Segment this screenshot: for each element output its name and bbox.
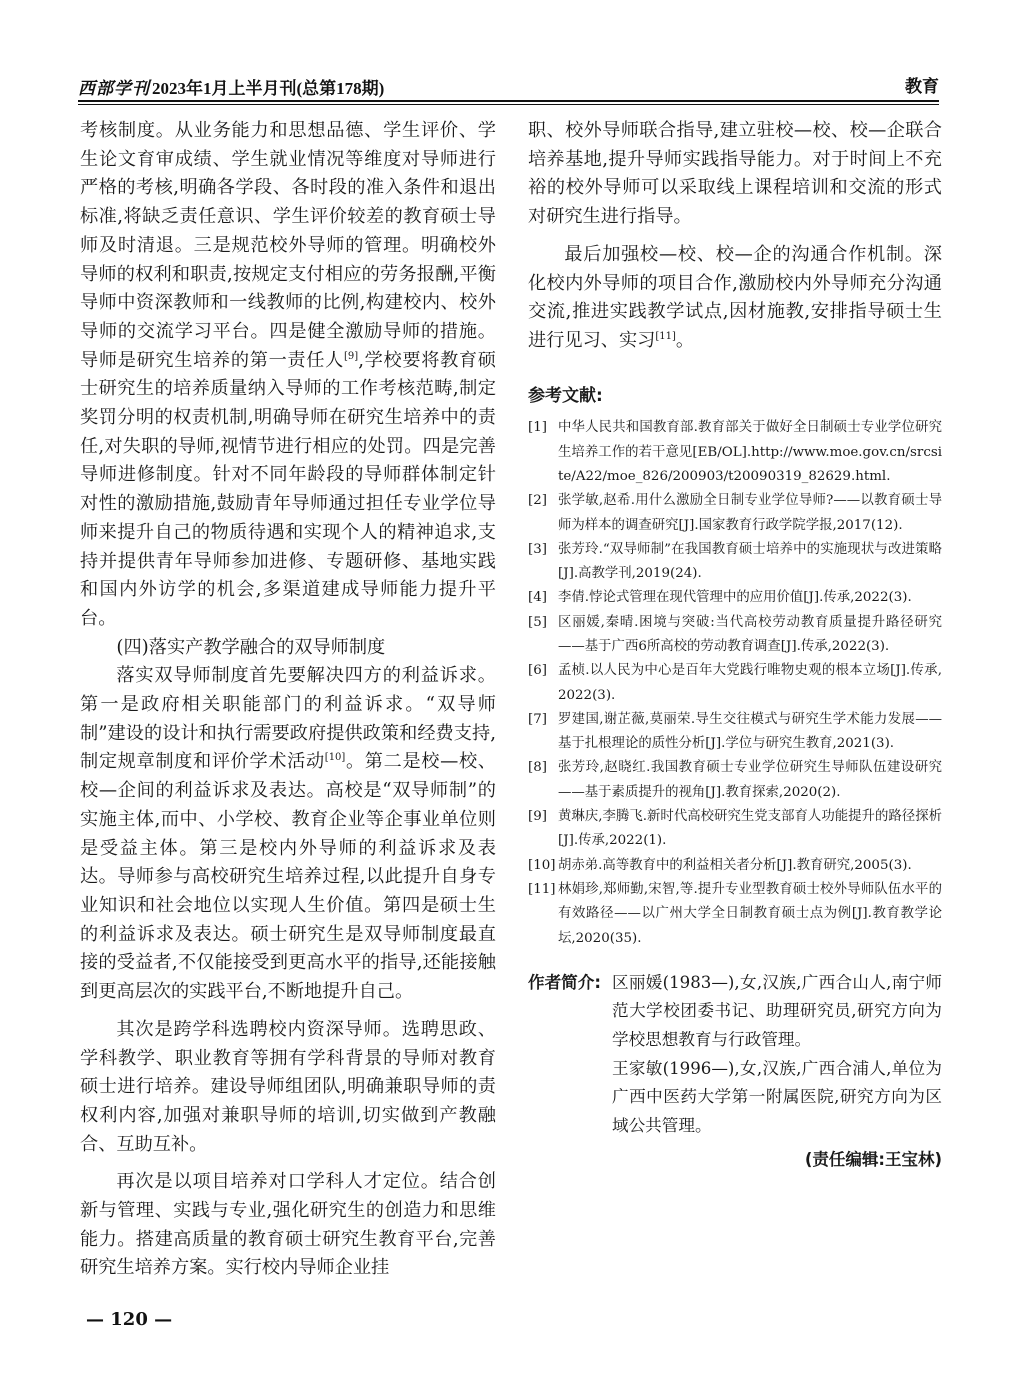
reference-item bbox=[528, 489, 942, 538]
citation-ref: [11] bbox=[655, 330, 676, 342]
author-info bbox=[528, 969, 942, 1141]
citation-ref: [10] bbox=[324, 752, 346, 764]
reference-number: [3] bbox=[528, 541, 547, 557]
section-subheading: (四)落实产教学融合的双导师制度 bbox=[116, 636, 386, 658]
citation-ref: [9] bbox=[344, 350, 359, 362]
paragraph-text: 最后加强校—校、校—企的沟通合作机制。深化校内外导师的项目合作,激励校内外导师充分沟通交流,推进实践教学试点,因材施教,安排指导硕士生进行见习、实习 bbox=[528, 243, 942, 351]
author-bio: 区丽媛(1983—),女,汉族,广西合山人,南宁师范大学校团委书记、助理研究员,研究方向为学校思想教育与行政管理。 bbox=[612, 972, 942, 1050]
reference-item bbox=[528, 878, 942, 951]
page-number: — 120 — bbox=[86, 1309, 173, 1330]
reference-number: [4] bbox=[528, 590, 547, 606]
reference-text: 孟桢.以人民为中心是百年大党践行唯物史观的根本立场[J].传承,2022(3). bbox=[558, 663, 942, 703]
reference-text: 张芳玲.“双导师制”在我国教育硕士培养中的实施现状与改进策略[J].高教学刊,2019(24). bbox=[558, 541, 942, 582]
body-paragraph: 其次是跨学科选聘校内资深导师。选聘思政、学科教学、职业教育等拥有学科背景的导师对教育硕士进行培养。建设导师组团队,明确兼职导师的责权利内容,加强对兼职导师的培训,切实做到产教融合、互助互补。 bbox=[80, 1018, 496, 1155]
reference-item bbox=[528, 611, 942, 660]
reference-number: [1] bbox=[528, 420, 547, 436]
reference-item bbox=[528, 586, 942, 610]
header-rule bbox=[78, 100, 939, 102]
journal-logo: 西部学刊 bbox=[78, 79, 150, 98]
reference-item bbox=[528, 416, 942, 489]
reference-text: 李倩.悖论式管理在现代管理中的应用价值[J].传承,2022(3). bbox=[558, 590, 912, 606]
references-title: 参考文献: bbox=[528, 385, 603, 406]
paragraph-text: 落实双导师制度首先要解决四方的利益诉求。第一是政府相关职能部门的利益诉求。“双导师制”建设的设计和执行需要政府提供政策和经费支持,制定规章制度和评价学术活动 bbox=[80, 665, 496, 773]
reference-number: [5] bbox=[528, 614, 547, 630]
reference-number: [6] bbox=[528, 663, 547, 679]
author-info-body bbox=[612, 969, 942, 1141]
reference-item bbox=[528, 805, 942, 854]
paragraph-text: 。第二是校—校、校—企间的利益诉求及表达。高校是“双导师制”的实施主体,而中、小学校、教育企业等企事业单位则是受益主体。第三是校内外导师的利益诉求及表达。导师参与高校研究生培养过程,以此提升自身专业知识和社会地位以实现人生价值。第四是硕士生的利益诉求及表达。硕士研究生是双导师制度最直接的受益者,不仅能接受到更高水平的指导,还能接触到更高层次的实践平台,不断地提升自己。 bbox=[80, 751, 496, 1003]
reference-number: [9] bbox=[528, 809, 547, 825]
reference-text: 张芳玲,赵晓红.我国教育硕士专业学位研究生导师队伍建设研究——基于素质提升的视角[J].教育探索,2020(2). bbox=[558, 760, 942, 800]
left-column bbox=[80, 117, 496, 1283]
reference-text: 林娟珍,郑师勤,宋智,等.提升专业型教育硕士校外导师队伍水平的有效路径——以广州大学全日制教育硕士点为例[J].教育教学论坛,2020(35). bbox=[558, 881, 942, 946]
running-header bbox=[78, 74, 384, 99]
reference-text: 张学敏,赵希.用什么激励全日制专业学位导师?——以教育硕士导师为样本的调查研究[J].国家教育行政学院学报,2017(12). bbox=[558, 493, 942, 533]
reference-item bbox=[528, 659, 942, 708]
section-label: 教育 bbox=[905, 77, 939, 97]
paragraph-text: 。 bbox=[675, 329, 695, 351]
body-paragraph bbox=[80, 662, 496, 1006]
reference-number: [11] bbox=[528, 881, 556, 897]
reference-item bbox=[528, 708, 942, 757]
references-list bbox=[528, 416, 942, 951]
reference-text: 罗建国,谢芷薇,莫丽荣.导生交往模式与研究生学术能力发展——基于扎根理论的质性分析[J].学位与研究生教育,2021(3). bbox=[558, 711, 942, 752]
author-info-label: 作者简介: bbox=[528, 972, 602, 992]
paragraph-text: ,学校要将教育硕士研究生的培养质量纳入导师的工作考核范畴,制定奖罚分明的权责机制,明确导师在研究生培养中的责任,对失职的导师,视情节进行相应的处罚。四是完善导师进修制度。针对不同年龄段的导师群体制定针对性的激励措施,鼓励青年导师通过担任专业学位导师来提升自己的物质待遇和实现个人的精神追求,支持并提供青年导师参加进修、专题研修、基地实践和国内外访学的机会,多渠道建成导师能力提升平台。 bbox=[80, 349, 496, 629]
right-column bbox=[528, 117, 942, 1175]
issue-info: 2023年1月上半月刊(总第178期) bbox=[152, 79, 385, 98]
responsible-editor: (责任编辑:王宝林) bbox=[804, 1150, 942, 1170]
body-paragraph: 职、校外导师联合指导,建立驻校—校、校—企联合培养基地,提升导师实践指导能力。对于时间上不充裕的校外导师可以采取线上课程培训和交流的形式对研究生进行指导。 bbox=[528, 120, 942, 228]
reference-number: [2] bbox=[528, 493, 547, 509]
reference-number: [10] bbox=[528, 857, 556, 873]
header-rule-thin bbox=[78, 104, 939, 105]
paragraph-text: 考核制度。从业务能力和思想品德、学生评价、学生论文育审成绩、学生就业情况等维度对导师进行严格的考核,明确各学段、各时段的准入条件和退出标准,将缺乏责任意识、学生评价较差的教育硕士导师及时清退。三是规范校外导师的管理。明确校外导师的权利和职责,按规定支付相应的劳务报酬,平衡导师中资深教师和一线教师的比例,构建校内、校外导师的交流学习平台。四是健全激励导师的措施。导师是研究生培养的第一责任人 bbox=[80, 120, 496, 371]
body-paragraph bbox=[528, 241, 942, 356]
reference-item bbox=[528, 756, 942, 805]
reference-text: 黄琳庆,李腾飞.新时代高校研究生党支部育人功能提升的路径探析[J].传承,2022(1). bbox=[558, 809, 942, 849]
reference-item bbox=[528, 538, 942, 587]
reference-text: 区丽媛,秦晴.困境与突破:当代高校劳动教育质量提升路径研究——基于广西6所高校的劳动教育调查[J].传承,2022(3). bbox=[558, 614, 942, 654]
reference-number: [8] bbox=[528, 760, 547, 776]
reference-text: 中华人民共和国教育部.教育部关于做好全日制硕士专业学位研究生培养工作的若干意见[EB/OL].http://www.moe.gov.cn/srcsite/A22/moe_826/200903/t20090319_82629.html. bbox=[558, 420, 942, 484]
body-paragraph: 再次是以项目培养对口学科人才定位。结合创新与管理、实践与专业,强化研究生的创造力和思维能力。搭建高质量的教育硕士研究生教育平台,完善研究生培养方案。实行校内导师企业挂 bbox=[80, 1171, 496, 1279]
reference-item bbox=[528, 854, 942, 878]
author-bio: 王家敏(1996—),女,汉族,广西合浦人,单位为广西中医药大学第一附属医院,研究方向为区域公共管理。 bbox=[612, 1058, 942, 1135]
reference-number: [7] bbox=[528, 711, 547, 727]
reference-text: 胡赤弟.高等教育中的利益相关者分析[J].教育研究,2005(3). bbox=[558, 857, 912, 873]
body-paragraph bbox=[80, 117, 496, 634]
